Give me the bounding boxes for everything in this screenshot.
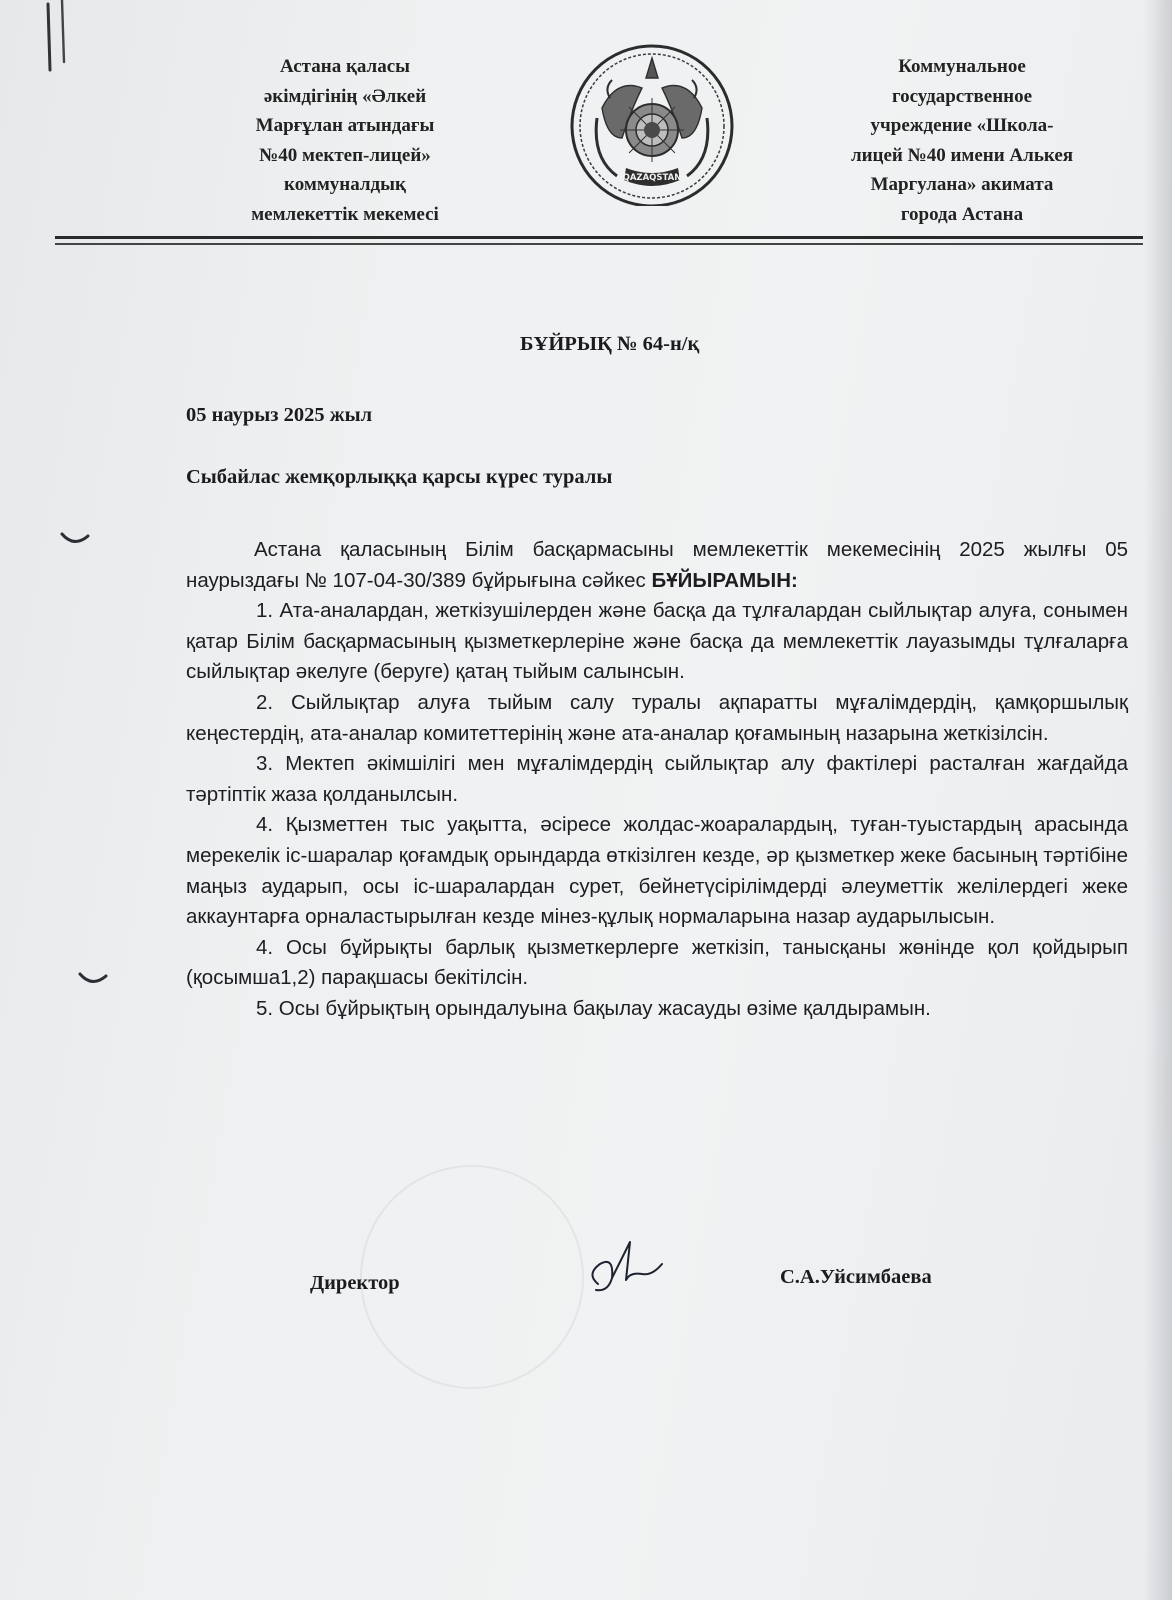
order-item: 3. Мектеп әкімшілігі мен мұғалімдердің сыйлықтар алу фактілері расталған жағдайда тәртіптік жаза қолданылсын. xyxy=(186,752,1128,806)
intro-text: Астана қаласының Білім басқармасыны мемлекеттік мекемесінің 2025 жылғы 05 наурыздағы № 107-04-30/389 бұйрығына сәйкес xyxy=(186,538,1128,592)
order-item: 5. Осы бұйрықтың орындалуына бақылау жасауды өзіме қалдырамын. xyxy=(256,996,931,1020)
header-russian-line: Коммунальное xyxy=(898,56,1026,77)
handwritten-signature xyxy=(578,1234,668,1306)
document-title: БҰЙРЫҚ № 64-н/қ xyxy=(520,333,700,355)
document-body xyxy=(186,535,1128,1025)
header-kazakh-line: №40 мектеп-лицей» xyxy=(259,144,431,166)
pen-mark xyxy=(40,0,80,90)
intro-paragraph xyxy=(186,535,1128,596)
header-kazakh xyxy=(205,52,485,229)
signature-role: Директор xyxy=(310,1272,400,1294)
header-kazakh-line: мемлекеттік мекемесі xyxy=(251,203,439,225)
kazakhstan-state-emblem-icon xyxy=(562,38,742,206)
header-divider xyxy=(55,236,1143,239)
header-kazakh-line: Марғұлан атындағы xyxy=(255,115,435,136)
header-divider-thin xyxy=(55,243,1143,245)
header-russian-line: города Астана xyxy=(900,203,1024,225)
order-item: 2. Сыйлықтар алуға тыйым салу туралы ақпаратты мұғалімдердің, қамқоршылық кеңестердің, ата-аналар комитеттерінің және ата-аналар қоғамының назарына жеткізілсін. xyxy=(186,690,1128,745)
intro-order-word: БҰЙЫРАМЫН: xyxy=(651,568,798,592)
header-russian-line: лицей №40 имени Алькея xyxy=(850,144,1074,166)
order-item: 4. Осы бұйрықты барлық қызметкерлерге жеткізіп, танысқаны жөнінде қол қойдырып (қосымша1,2) парақшасы бекітілсін. xyxy=(186,935,1128,990)
signature-name: С.А.Уйсимбаева xyxy=(780,1266,932,1288)
staple-mark xyxy=(78,970,108,988)
document-subject: Сыбайлас жемқорлыққа қарсы күрес туралы xyxy=(186,466,613,488)
order-item: 4. Қызметтен тыс уақытта, әсіресе жолдас-жоаралардың, туған-туыстардың арасында мерекелік іс-шаралар қоғамдық орындарда өткізілген кезде, әр қызметкер жеке басының тәртібіне маңыз аударып, осы іс-шаралардан сурет, бейнетүсірілімдерді әлеуметтік желілердегі жеке аккаунтарға орналастырылған кезде мінез-құлық нормаларына назар аударылысын. xyxy=(186,813,1128,929)
header-kazakh-line: әкімдігінің «Әлкей xyxy=(263,85,427,107)
staple-mark xyxy=(60,530,90,548)
header-russian-line: Маргулана» акимата xyxy=(870,174,1054,195)
header-russian-line: учреждение «Школа- xyxy=(870,115,1054,136)
header-kazakh-line: коммуналдық xyxy=(284,174,406,195)
order-item: 1. Ата-аналардан, жеткізушілерден және басқа да тұлғалардан сыйлықтар алуға, сонымен қатар Білім басқармасының қызметкерлеріне және басқа да мемлекеттік лауазымды тұлғаларға сыйлықтар әкелуге (беруге) қатаң тыйым салынсын. xyxy=(186,599,1128,684)
emblem-text: QAZAQSTAN xyxy=(622,173,682,183)
header-kazakh-line: Астана қаласы xyxy=(280,56,410,77)
document-date: 05 наурыз 2025 жыл xyxy=(186,404,373,426)
header-russian-line: государственное xyxy=(891,85,1033,107)
header-russian xyxy=(822,52,1102,229)
